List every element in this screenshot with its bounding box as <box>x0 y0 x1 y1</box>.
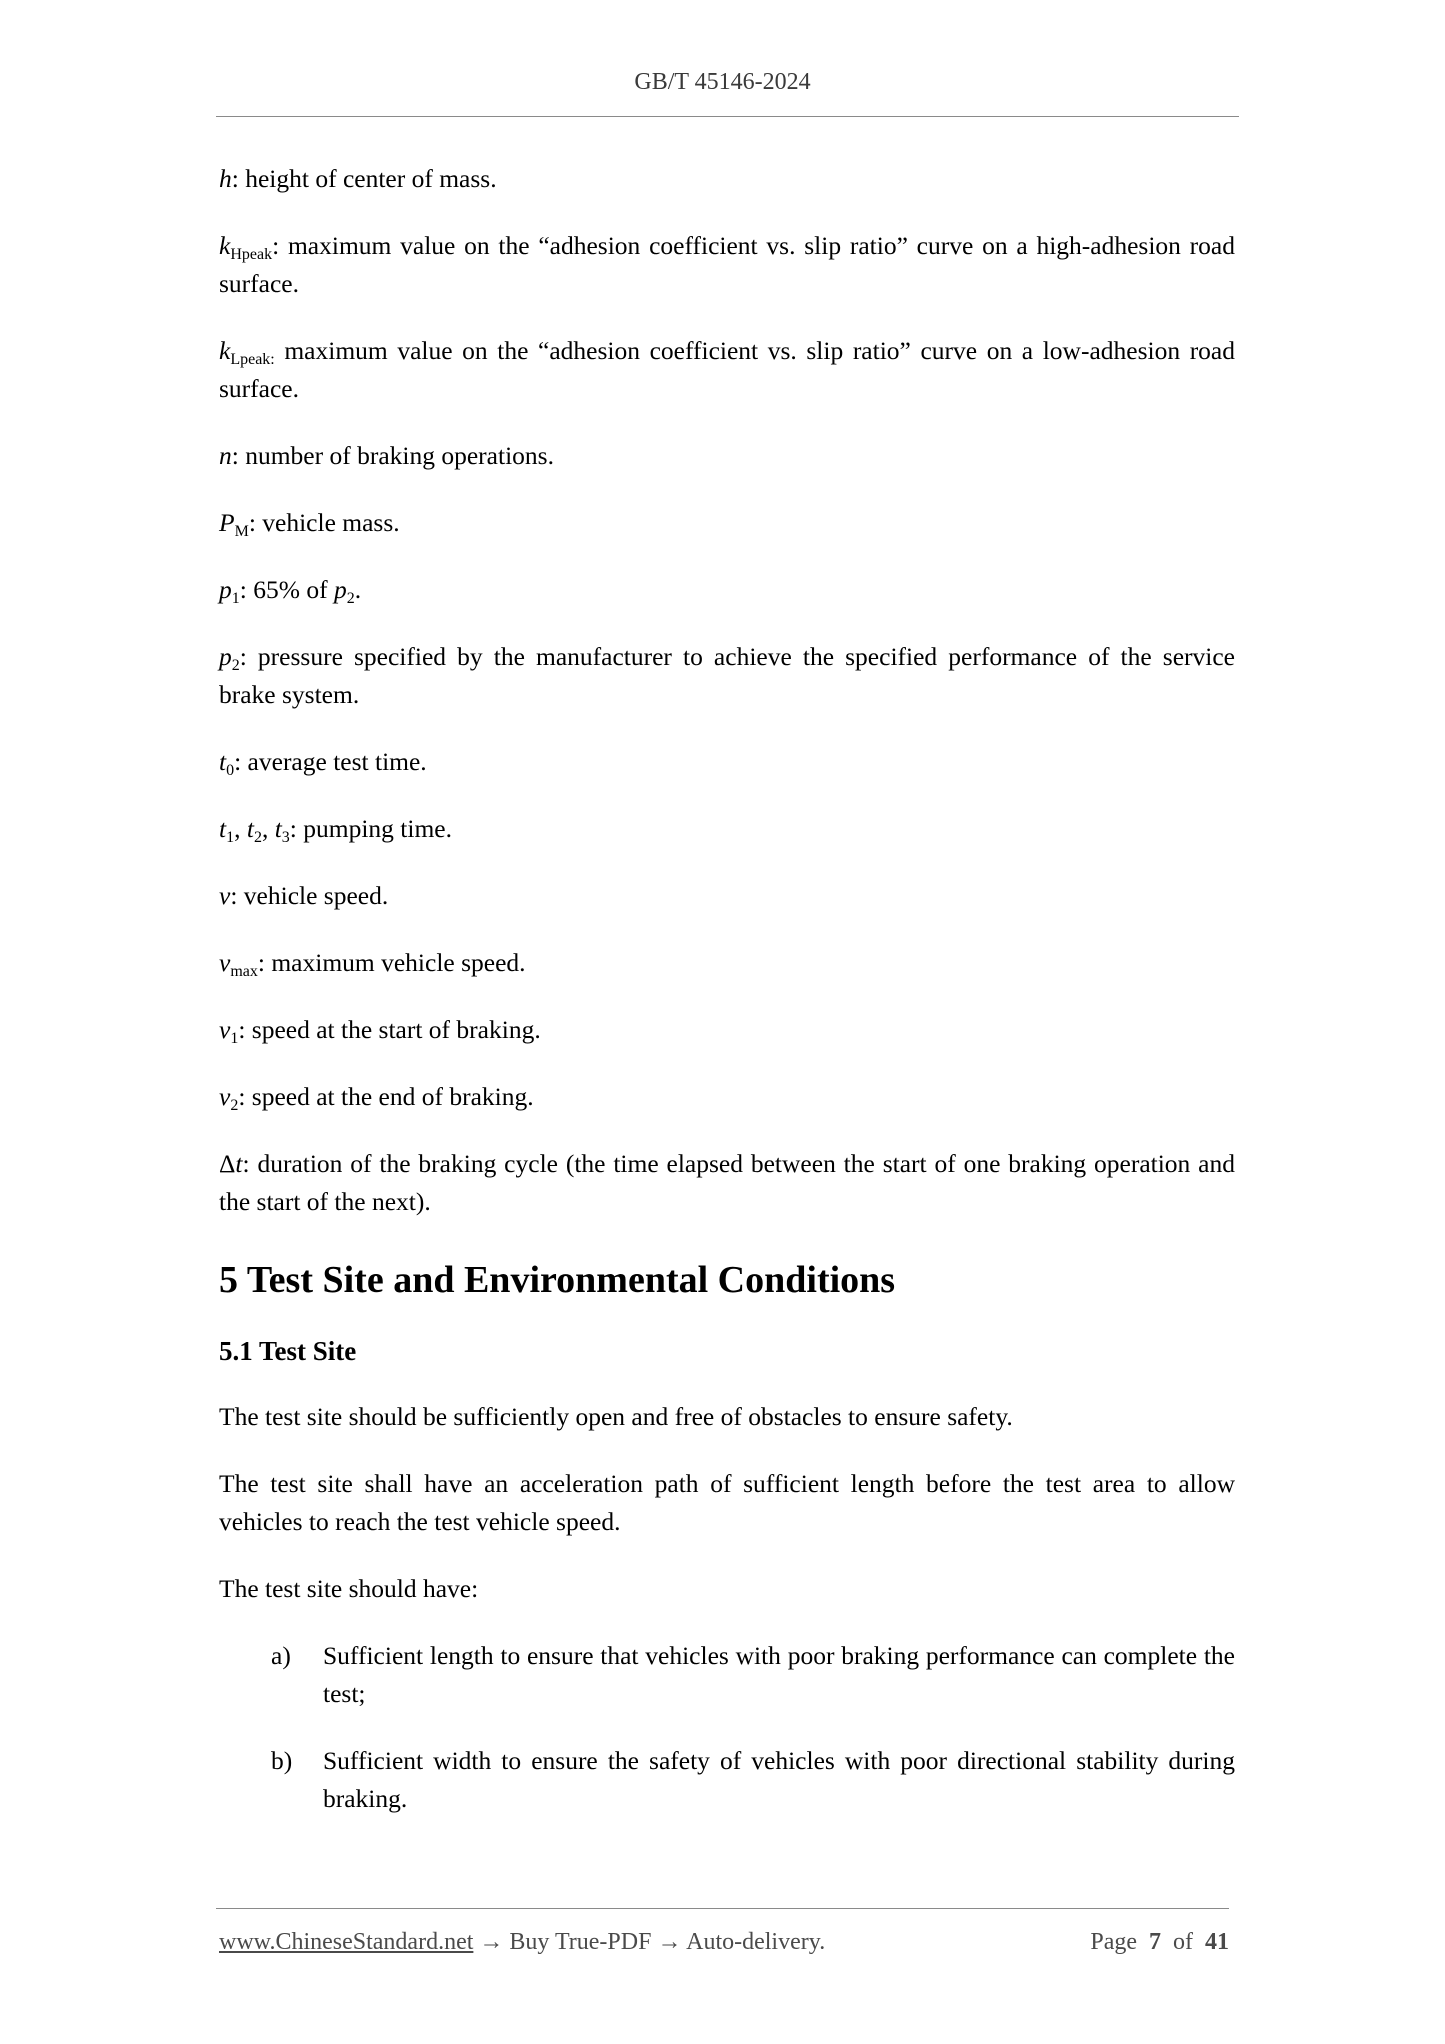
definition-v2: $v_2$: speed at the end of braking. <box>219 1082 534 1114</box>
website-link[interactable]: www.ChineseStandard.net <box>219 1929 474 1955</box>
paragraph: The test site should have: <box>219 1574 479 1603</box>
definition-v1: $v_1$: speed at the start of braking. <box>219 1015 541 1047</box>
definition-n: n: number of braking operations. <box>219 441 554 470</box>
definition-p1: $p_1$: 65% of $p_2$. <box>219 575 362 607</box>
definition-t0: $t_0$: average test time. <box>219 747 427 779</box>
definition-vmax: $v_{max}$: maximum vehicle speed. <box>219 948 526 980</box>
list-marker: a) <box>271 1641 291 1670</box>
definition-pm: $P_M$: vehicle mass. <box>219 508 400 540</box>
paragraph: The test site shall have an acceleration path of sufficient length before the test area to allow vehicles to reach the test vehicle speed. <box>219 1469 1235 1536</box>
list-marker: b) <box>271 1746 293 1775</box>
footer-promo <box>219 1926 825 1958</box>
list-item <box>219 1637 1235 1713</box>
list-item <box>219 1742 1235 1818</box>
paragraph: The test site should be sufficiently open and free of obstacles to ensure safety. <box>219 1402 1013 1431</box>
subsection-heading: 5.1 Test Site <box>219 1336 357 1366</box>
header-divider <box>216 116 1239 117</box>
definition-delta-t: Δt: duration of the braking cycle (the time elapsed between the start of one braking operation and the start of the next). <box>219 1149 1235 1216</box>
list-item-text: Sufficient width to ensure the safety of vehicles with poor directional stability during braking. <box>323 1746 1235 1813</box>
definition-t123: $t_1$, $t_2$, $t_3$: pumping time. <box>219 814 452 846</box>
footer-divider <box>216 1908 1229 1909</box>
list-item-text: Sufficient length to ensure that vehicles with poor braking performance can complete the test; <box>323 1641 1235 1708</box>
page-number: Page 7 of 41 <box>1090 1929 1229 1955</box>
definition-k-hpeak: $k_{Hpeak}$: maximum value on the “adhesion coefficient vs. slip ratio” curve on a high-adhesion road surface. <box>219 231 1235 298</box>
definition-p2: $p_2$: pressure specified by the manufacturer to achieve the specified performance of the service brake system. <box>219 642 1235 709</box>
definition-v: v: vehicle speed. <box>219 881 389 910</box>
definition-k-lpeak: $k_{Lpeak:}$ maximum value on the “adhesion coefficient vs. slip ratio” curve on a low-adhesion road surface. <box>219 336 1235 403</box>
section-heading: 5 Test Site and Environmental Conditions <box>219 1259 896 1301</box>
definition-h: h: height of center of mass. <box>219 164 497 193</box>
footer-promo-text: → Buy True-PDF → Auto-delivery. <box>473 1929 826 1955</box>
page-content <box>219 160 1235 1847</box>
header-title: GB/T 45146-2024 <box>634 69 811 95</box>
